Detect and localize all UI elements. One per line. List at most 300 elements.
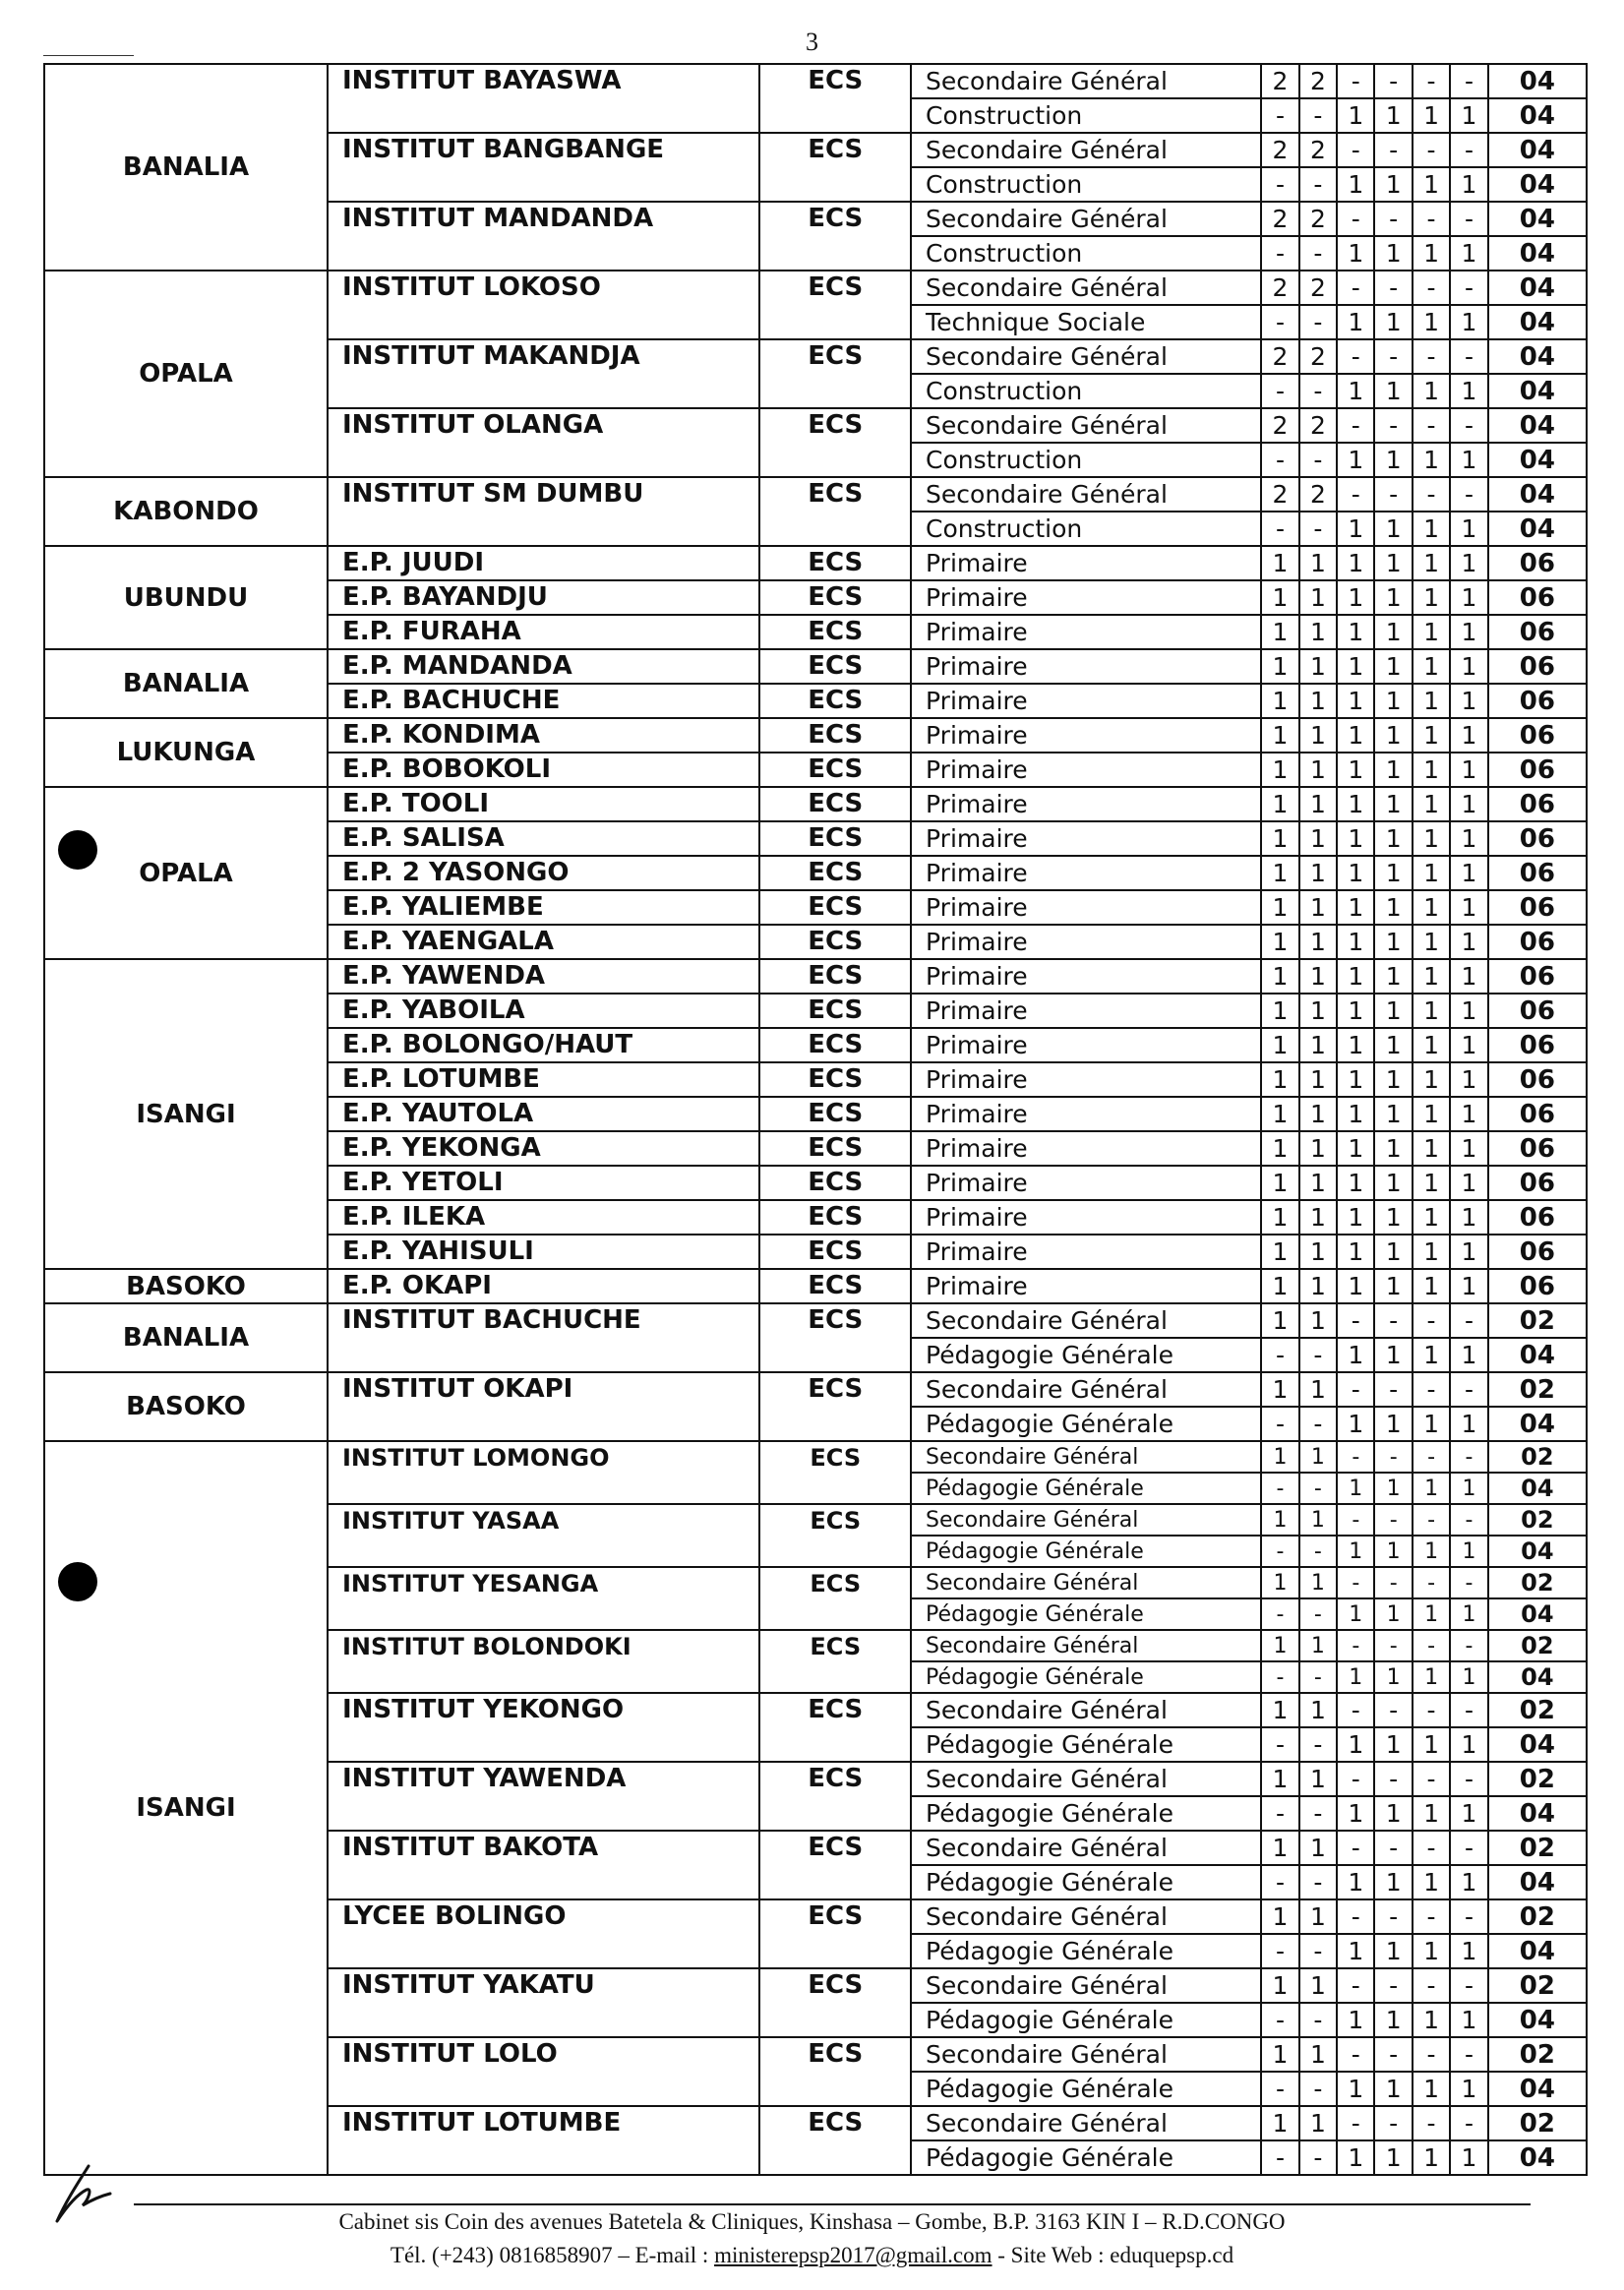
class-count-cell: 1	[1337, 718, 1374, 753]
option-cell: Construction	[911, 167, 1261, 202]
class-count-cell: 1	[1413, 305, 1450, 339]
class-count-cell: 1	[1450, 1062, 1487, 1097]
class-count-cell: 1	[1261, 1504, 1298, 1536]
class-count-cell: 1	[1261, 1131, 1298, 1166]
class-count-cell: 1	[1261, 753, 1298, 787]
school-type-cell: ECS	[759, 718, 911, 753]
option-cell: Construction	[911, 512, 1261, 546]
class-count-cell: 1	[1374, 753, 1412, 787]
class-count-cell: 1	[1337, 2140, 1374, 2175]
class-count-cell: 1	[1450, 1131, 1487, 1166]
total-cell: 06	[1488, 959, 1587, 994]
class-count-cell: 1	[1261, 1630, 1298, 1661]
class-count-cell: 1	[1299, 1028, 1337, 1062]
class-count-cell: -	[1337, 1630, 1374, 1661]
class-count-cell: 1	[1450, 959, 1487, 994]
school-name-cell: INSTITUT MANDANDA	[328, 202, 759, 271]
class-count-cell: 1	[1261, 856, 1298, 890]
class-count-cell: 1	[1261, 994, 1298, 1028]
total-cell: 06	[1488, 1097, 1587, 1131]
class-count-cell: -	[1413, 133, 1450, 167]
class-count-cell: 1	[1337, 2003, 1374, 2037]
table-row	[44, 1303, 1587, 1338]
school-name-cell: INSTITUT BACHUCHE	[328, 1303, 759, 1372]
school-type-cell: ECS	[759, 856, 911, 890]
total-cell: 04	[1488, 1727, 1587, 1762]
class-count-cell: 1	[1450, 443, 1487, 477]
school-type-cell: ECS	[759, 1372, 911, 1441]
school-name-cell: INSTITUT LOTUMBE	[328, 2106, 759, 2175]
total-cell: 06	[1488, 821, 1587, 856]
option-cell: Secondaire Général	[911, 271, 1261, 305]
class-count-cell: 1	[1413, 1028, 1450, 1062]
option-cell: Pédagogie Générale	[911, 1407, 1261, 1441]
total-cell: 04	[1488, 202, 1587, 236]
location-cell: LUKUNGA	[44, 718, 328, 787]
class-count-cell: 1	[1337, 443, 1374, 477]
option-cell: Primaire	[911, 925, 1261, 959]
class-count-cell: 1	[1450, 925, 1487, 959]
school-name-cell: LYCEE BOLINGO	[328, 1899, 759, 1968]
total-cell: 06	[1488, 1269, 1587, 1303]
class-count-cell: 1	[1374, 1865, 1412, 1899]
class-count-cell: -	[1374, 2106, 1412, 2140]
option-cell: Secondaire Général	[911, 1968, 1261, 2003]
class-count-cell: 1	[1450, 1796, 1487, 1831]
total-cell: 04	[1488, 512, 1587, 546]
school-type-cell: ECS	[759, 1131, 911, 1166]
class-count-cell: -	[1450, 408, 1487, 443]
class-count-cell: 1	[1337, 1131, 1374, 1166]
class-count-cell: 1	[1374, 167, 1412, 202]
total-cell: 02	[1488, 1504, 1587, 1536]
class-count-cell: -	[1261, 374, 1298, 408]
class-count-cell: 1	[1450, 1407, 1487, 1441]
class-count-cell: -	[1261, 1536, 1298, 1567]
class-count-cell: 1	[1374, 1727, 1412, 1762]
class-count-cell: 2	[1261, 202, 1298, 236]
class-count-cell: 1	[1413, 512, 1450, 546]
location-cell: BASOKO	[44, 1372, 328, 1441]
class-count-cell: 1	[1450, 1235, 1487, 1269]
school-name-cell: E.P. TOOLI	[328, 787, 759, 821]
option-cell: Secondaire Général	[911, 133, 1261, 167]
class-count-cell: -	[1261, 1934, 1298, 1968]
class-count-cell: 1	[1450, 98, 1487, 133]
class-count-cell: 1	[1374, 1536, 1412, 1567]
class-count-cell: 1	[1261, 1028, 1298, 1062]
class-count-cell: -	[1374, 408, 1412, 443]
total-cell: 06	[1488, 580, 1587, 615]
class-count-cell: -	[1337, 1899, 1374, 1934]
class-count-cell: 1	[1337, 1536, 1374, 1567]
class-count-cell: -	[1337, 339, 1374, 374]
total-cell: 06	[1488, 684, 1587, 718]
class-count-cell: 1	[1337, 580, 1374, 615]
option-cell: Secondaire Général	[911, 1630, 1261, 1661]
class-count-cell: 1	[1413, 1865, 1450, 1899]
class-count-cell: 1	[1299, 1200, 1337, 1235]
option-cell: Primaire	[911, 1097, 1261, 1131]
school-name-cell: INSTITUT YASAA	[328, 1504, 759, 1567]
class-count-cell: 1	[1261, 925, 1298, 959]
class-count-cell: 1	[1374, 1097, 1412, 1131]
class-count-cell: 1	[1337, 959, 1374, 994]
class-count-cell: 1	[1450, 305, 1487, 339]
class-count-cell: 1	[1299, 753, 1337, 787]
class-count-cell: 1	[1374, 787, 1412, 821]
total-cell: 04	[1488, 271, 1587, 305]
school-type-cell: ECS	[759, 271, 911, 339]
table-row	[44, 477, 1587, 512]
option-cell: Pédagogie Générale	[911, 2140, 1261, 2175]
class-count-cell: 1	[1299, 1762, 1337, 1796]
total-cell: 02	[1488, 1372, 1587, 1407]
class-count-cell: -	[1413, 202, 1450, 236]
class-count-cell: 1	[1450, 718, 1487, 753]
option-cell: Secondaire Général	[911, 339, 1261, 374]
class-count-cell: 1	[1337, 649, 1374, 684]
footer-phone: Tél. (+243) 0816858907 – E-mail :	[390, 2243, 715, 2267]
class-count-cell: -	[1299, 1407, 1337, 1441]
class-count-cell: 1	[1450, 1536, 1487, 1567]
class-count-cell: 1	[1374, 1661, 1412, 1693]
class-count-cell: -	[1261, 1727, 1298, 1762]
class-count-cell: -	[1337, 1968, 1374, 2003]
class-count-cell: 1	[1450, 512, 1487, 546]
option-cell: Primaire	[911, 856, 1261, 890]
total-cell: 04	[1488, 236, 1587, 271]
table-row	[44, 718, 1587, 753]
option-cell: Primaire	[911, 1131, 1261, 1166]
table-row	[44, 787, 1587, 821]
option-cell: Primaire	[911, 1028, 1261, 1062]
school-type-cell: ECS	[759, 1504, 911, 1567]
class-count-cell: 1	[1413, 684, 1450, 718]
school-name-cell: E.P. SALISA	[328, 821, 759, 856]
class-count-cell: 2	[1261, 133, 1298, 167]
class-count-cell: 2	[1299, 133, 1337, 167]
class-count-cell: -	[1374, 1693, 1412, 1727]
school-type-cell: ECS	[759, 408, 911, 477]
class-count-cell: 1	[1413, 1727, 1450, 1762]
class-count-cell: 1	[1299, 925, 1337, 959]
class-count-cell: -	[1374, 2037, 1412, 2072]
class-count-cell: 1	[1374, 1062, 1412, 1097]
class-count-cell: 1	[1299, 1630, 1337, 1661]
class-count-cell: 1	[1413, 98, 1450, 133]
option-cell: Primaire	[911, 994, 1261, 1028]
class-count-cell: 1	[1299, 959, 1337, 994]
class-count-cell: -	[1374, 477, 1412, 512]
class-count-cell: -	[1337, 408, 1374, 443]
class-count-cell: 1	[1337, 1473, 1374, 1504]
total-cell: 02	[1488, 1441, 1587, 1473]
class-count-cell: 1	[1374, 718, 1412, 753]
school-type-cell: ECS	[759, 649, 911, 684]
class-count-cell: 1	[1261, 718, 1298, 753]
option-cell: Secondaire Général	[911, 477, 1261, 512]
class-count-cell: 1	[1374, 305, 1412, 339]
school-name-cell: INSTITUT YEKONGO	[328, 1693, 759, 1762]
school-type-cell: ECS	[759, 1968, 911, 2037]
school-type-cell: ECS	[759, 580, 911, 615]
class-count-cell: 1	[1337, 1796, 1374, 1831]
class-count-cell: 1	[1413, 1338, 1450, 1372]
class-count-cell: 1	[1413, 374, 1450, 408]
class-count-cell: -	[1450, 1303, 1487, 1338]
total-cell: 06	[1488, 753, 1587, 787]
class-count-cell: -	[1337, 271, 1374, 305]
class-count-cell: -	[1450, 1968, 1487, 2003]
option-cell: Secondaire Général	[911, 1762, 1261, 1796]
class-count-cell: -	[1374, 271, 1412, 305]
class-count-cell: 1	[1413, 753, 1450, 787]
class-count-cell: -	[1337, 1567, 1374, 1598]
option-cell: Pédagogie Générale	[911, 1934, 1261, 1968]
class-count-cell: 1	[1337, 1200, 1374, 1235]
option-cell: Secondaire Général	[911, 2106, 1261, 2140]
class-count-cell: -	[1261, 1796, 1298, 1831]
school-name-cell: INSTITUT LOMONGO	[328, 1441, 759, 1504]
total-cell: 04	[1488, 1338, 1587, 1372]
class-count-cell: 1	[1261, 1062, 1298, 1097]
class-count-cell: 1	[1299, 1504, 1337, 1536]
class-count-cell: 1	[1261, 1968, 1298, 2003]
class-count-cell: 1	[1374, 1235, 1412, 1269]
class-count-cell: 1	[1413, 821, 1450, 856]
total-cell: 04	[1488, 2003, 1587, 2037]
option-cell: Secondaire Général	[911, 1372, 1261, 1407]
class-count-cell: 1	[1450, 236, 1487, 271]
class-count-cell: 1	[1337, 890, 1374, 925]
option-cell: Pédagogie Générale	[911, 1338, 1261, 1372]
location-cell: BANALIA	[44, 649, 328, 718]
class-count-cell: -	[1299, 1473, 1337, 1504]
class-count-cell: 1	[1337, 1269, 1374, 1303]
class-count-cell: 1	[1374, 649, 1412, 684]
school-type-cell: ECS	[759, 925, 911, 959]
class-count-cell: 1	[1299, 2106, 1337, 2140]
class-count-cell: 1	[1374, 2072, 1412, 2106]
class-count-cell: 1	[1450, 1028, 1487, 1062]
school-type-cell: ECS	[759, 133, 911, 202]
option-cell: Pédagogie Générale	[911, 1473, 1261, 1504]
class-count-cell: 1	[1337, 821, 1374, 856]
school-type-cell: ECS	[759, 994, 911, 1028]
option-cell: Secondaire Général	[911, 1504, 1261, 1536]
class-count-cell: 1	[1413, 1536, 1450, 1567]
class-count-cell: 1	[1413, 443, 1450, 477]
class-count-cell: 1	[1299, 1899, 1337, 1934]
class-count-cell: -	[1261, 236, 1298, 271]
total-cell: 04	[1488, 1661, 1587, 1693]
class-count-cell: 1	[1450, 856, 1487, 890]
class-count-cell: -	[1374, 1372, 1412, 1407]
school-type-cell: ECS	[759, 1567, 911, 1630]
class-count-cell: 1	[1413, 1473, 1450, 1504]
class-count-cell: 1	[1374, 1598, 1412, 1630]
class-count-cell: 1	[1450, 374, 1487, 408]
class-count-cell: -	[1337, 1831, 1374, 1865]
class-count-cell: -	[1413, 1303, 1450, 1338]
class-count-cell: 1	[1299, 2037, 1337, 2072]
class-count-cell: -	[1299, 2072, 1337, 2106]
class-count-cell: -	[1374, 1831, 1412, 1865]
option-cell: Pédagogie Générale	[911, 1796, 1261, 1831]
class-count-cell: 1	[1413, 994, 1450, 1028]
option-cell: Primaire	[911, 1235, 1261, 1269]
class-count-cell: 1	[1299, 1269, 1337, 1303]
class-count-cell: 1	[1261, 1235, 1298, 1269]
total-cell: 02	[1488, 1630, 1587, 1661]
class-count-cell: 1	[1374, 1934, 1412, 1968]
class-count-cell: -	[1299, 1536, 1337, 1567]
class-count-cell: 1	[1337, 1598, 1374, 1630]
total-cell: 06	[1488, 856, 1587, 890]
class-count-cell: -	[1299, 512, 1337, 546]
class-count-cell: -	[1337, 1372, 1374, 1407]
school-name-cell: E.P. YAENGALA	[328, 925, 759, 959]
class-count-cell: 1	[1337, 167, 1374, 202]
class-count-cell: 1	[1261, 649, 1298, 684]
school-name-cell: E.P. KONDIMA	[328, 718, 759, 753]
total-cell: 06	[1488, 925, 1587, 959]
class-count-cell: -	[1261, 167, 1298, 202]
school-type-cell: ECS	[759, 339, 911, 408]
class-count-cell: 1	[1374, 615, 1412, 649]
class-count-cell: 1	[1299, 821, 1337, 856]
class-count-cell: 1	[1450, 994, 1487, 1028]
class-count-cell: 1	[1299, 1303, 1337, 1338]
school-name-cell: E.P. YETOLI	[328, 1166, 759, 1200]
class-count-cell: 1	[1299, 649, 1337, 684]
class-count-cell: -	[1450, 1441, 1487, 1473]
class-count-cell: -	[1337, 133, 1374, 167]
class-count-cell: 1	[1374, 959, 1412, 994]
school-name-cell: E.P. YALIEMBE	[328, 890, 759, 925]
class-count-cell: -	[1299, 374, 1337, 408]
class-count-cell: 1	[1337, 2072, 1374, 2106]
option-cell: Construction	[911, 236, 1261, 271]
school-name-cell: E.P. FURAHA	[328, 615, 759, 649]
total-cell: 04	[1488, 374, 1587, 408]
class-count-cell: 1	[1337, 1407, 1374, 1441]
class-count-cell: 1	[1261, 1372, 1298, 1407]
option-cell: Primaire	[911, 1062, 1261, 1097]
class-count-cell: 1	[1450, 546, 1487, 580]
class-count-cell: -	[1450, 1831, 1487, 1865]
total-cell: 06	[1488, 649, 1587, 684]
class-count-cell: 1	[1337, 787, 1374, 821]
class-count-cell: 1	[1299, 1968, 1337, 2003]
class-count-cell: -	[1413, 64, 1450, 98]
class-count-cell: 1	[1261, 959, 1298, 994]
school-allocation-table	[43, 63, 1588, 2176]
option-cell: Primaire	[911, 1269, 1261, 1303]
class-count-cell: 1	[1261, 1762, 1298, 1796]
total-cell: 04	[1488, 167, 1587, 202]
class-count-cell: -	[1374, 64, 1412, 98]
class-count-cell: 1	[1374, 2140, 1412, 2175]
class-count-cell: 1	[1261, 1567, 1298, 1598]
total-cell: 06	[1488, 718, 1587, 753]
class-count-cell: 1	[1374, 443, 1412, 477]
class-count-cell: 1	[1337, 1661, 1374, 1693]
school-name-cell: E.P. BOBOKOLI	[328, 753, 759, 787]
option-cell: Primaire	[911, 787, 1261, 821]
page-number: 3	[806, 28, 818, 56]
option-cell: Primaire	[911, 1200, 1261, 1235]
class-count-cell: 1	[1413, 959, 1450, 994]
total-cell: 04	[1488, 1407, 1587, 1441]
class-count-cell: -	[1374, 1441, 1412, 1473]
class-count-cell: 1	[1413, 1131, 1450, 1166]
option-cell: Primaire	[911, 959, 1261, 994]
class-count-cell: -	[1374, 1630, 1412, 1661]
class-count-cell: 1	[1261, 1303, 1298, 1338]
class-count-cell: 1	[1299, 1831, 1337, 1865]
total-cell: 02	[1488, 1899, 1587, 1934]
table-row	[44, 546, 1587, 580]
total-cell: 06	[1488, 1062, 1587, 1097]
class-count-cell: -	[1374, 1504, 1412, 1536]
class-count-cell: -	[1413, 339, 1450, 374]
class-count-cell: 1	[1299, 684, 1337, 718]
class-count-cell: -	[1299, 443, 1337, 477]
class-count-cell: 1	[1374, 890, 1412, 925]
class-count-cell: 1	[1450, 753, 1487, 787]
class-count-cell: 1	[1374, 1473, 1412, 1504]
class-count-cell: -	[1299, 305, 1337, 339]
school-type-cell: ECS	[759, 890, 911, 925]
location-cell: OPALA	[44, 787, 328, 959]
option-cell: Primaire	[911, 753, 1261, 787]
school-name-cell: INSTITUT YESANGA	[328, 1567, 759, 1630]
school-name-cell: E.P. BACHUCHE	[328, 684, 759, 718]
class-count-cell: 1	[1261, 2037, 1298, 2072]
total-cell: 06	[1488, 1200, 1587, 1235]
school-name-cell: E.P. YAHISULI	[328, 1235, 759, 1269]
school-type-cell: ECS	[759, 753, 911, 787]
class-count-cell: -	[1261, 1865, 1298, 1899]
school-name-cell: INSTITUT LOLO	[328, 2037, 759, 2106]
school-name-cell: E.P. YAWENDA	[328, 959, 759, 994]
class-count-cell: 1	[1337, 512, 1374, 546]
class-count-cell: 1	[1450, 580, 1487, 615]
class-count-cell: 1	[1413, 167, 1450, 202]
class-count-cell: 1	[1413, 1598, 1450, 1630]
class-count-cell: 1	[1450, 1269, 1487, 1303]
class-count-cell: -	[1261, 2140, 1298, 2175]
class-count-cell: 1	[1299, 1693, 1337, 1727]
total-cell: 04	[1488, 1865, 1587, 1899]
option-cell: Pédagogie Générale	[911, 1598, 1261, 1630]
class-count-cell: -	[1261, 443, 1298, 477]
class-count-cell: -	[1261, 1661, 1298, 1693]
footer-email-link[interactable]: ministerepsp2017@gmail.com	[714, 2243, 992, 2267]
school-type-cell: ECS	[759, 1235, 911, 1269]
class-count-cell: 1	[1413, 925, 1450, 959]
class-count-cell: 1	[1374, 98, 1412, 133]
total-cell: 04	[1488, 2072, 1587, 2106]
class-count-cell: 2	[1299, 477, 1337, 512]
class-count-cell: -	[1413, 408, 1450, 443]
school-name-cell: E.P. ILEKA	[328, 1200, 759, 1235]
class-count-cell: -	[1450, 1567, 1487, 1598]
school-type-cell: ECS	[759, 1899, 911, 1968]
class-count-cell: 1	[1450, 2003, 1487, 2037]
